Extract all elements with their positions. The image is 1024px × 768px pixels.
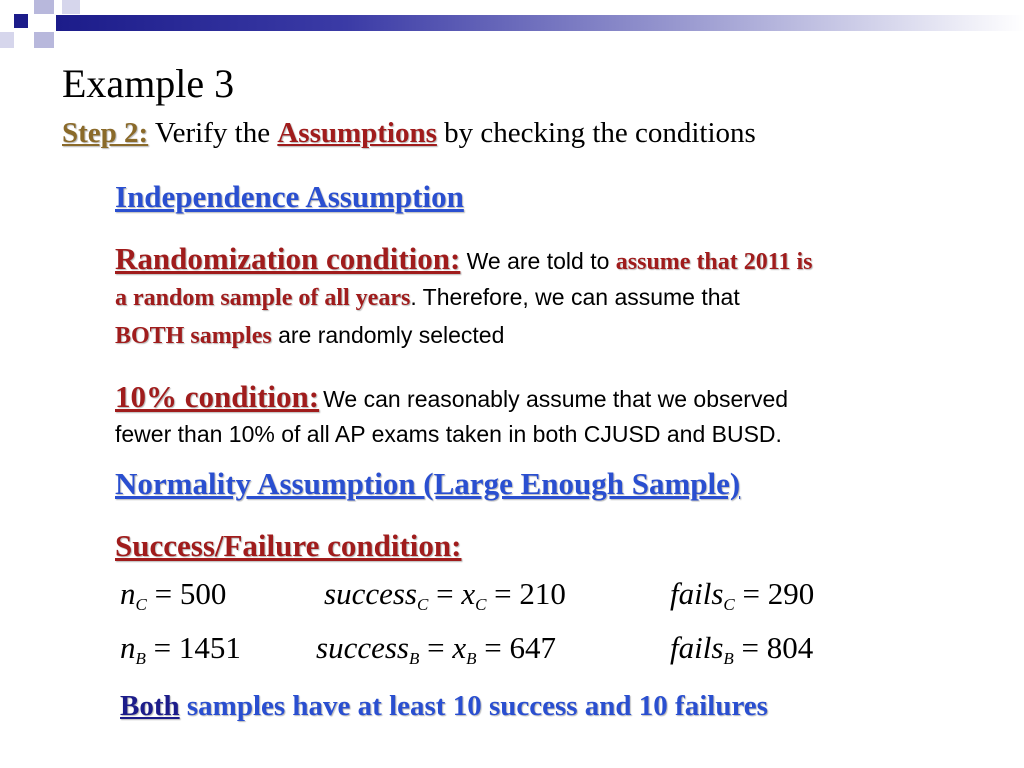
randomization-emph-3: BOTH samples (115, 323, 272, 349)
randomization-emph-2: a random sample of all years (115, 285, 411, 311)
header-square-dark (14, 14, 28, 28)
fails-c: fails$_C$ = 290 (670, 576, 815, 614)
ten-percent-label: 10% condition: (115, 379, 320, 414)
ten-percent-line-1 (115, 379, 788, 415)
header-square-light (0, 32, 14, 48)
randomization-line-3 (115, 322, 504, 350)
conclusion-rest: samples have at least 10 success and 10 failures (179, 690, 768, 722)
normality-heading: Normality Assumption (Large Enough Sample) (115, 466, 741, 501)
fails-b: fails$_B$ = 804 (670, 630, 814, 668)
assumptions-word: Assumptions (277, 117, 437, 149)
header-gradient-bar (56, 15, 1024, 31)
step-text-after: by checking the conditions (436, 117, 756, 149)
slide-title: Example 3 (62, 61, 235, 106)
step-line (62, 117, 756, 150)
step-text-before: Verify the (148, 117, 278, 149)
header-square-light (34, 32, 54, 48)
randomization-line-1 (115, 241, 812, 277)
randomization-line-2 (115, 284, 740, 312)
step-label: Step 2: (62, 117, 149, 149)
header-square-light (34, 0, 54, 14)
randomization-text-1: We are told to (466, 248, 616, 274)
conclusion-line (120, 690, 768, 723)
randomization-text-3: are randomly selected (271, 322, 505, 348)
success-c: success$_C$ = $x_C = 210$ (324, 576, 566, 614)
independence-heading: Independence Assumption (115, 179, 464, 214)
ten-percent-text-1: We can reasonably assume that we observed (323, 386, 789, 412)
conclusion-both: Both (120, 690, 180, 722)
success-b: success$_B$ = $x_B = 647$ (316, 630, 556, 668)
success-failure-label: Success/Failure condition: (115, 528, 462, 563)
randomization-emph-1: assume that 2011 is (615, 249, 813, 275)
n-b: $n_B = 1451$ (120, 630, 241, 668)
ten-percent-line-2: fewer than 10% of all AP exams taken in both CJUSD and BUSD. (115, 421, 782, 447)
n-c: $n_C = 500$ (120, 576, 227, 614)
header-square-light (62, 0, 80, 14)
randomization-text-2: . Therefore, we can assume that (410, 284, 740, 310)
randomization-label: Randomization condition: (115, 241, 461, 276)
